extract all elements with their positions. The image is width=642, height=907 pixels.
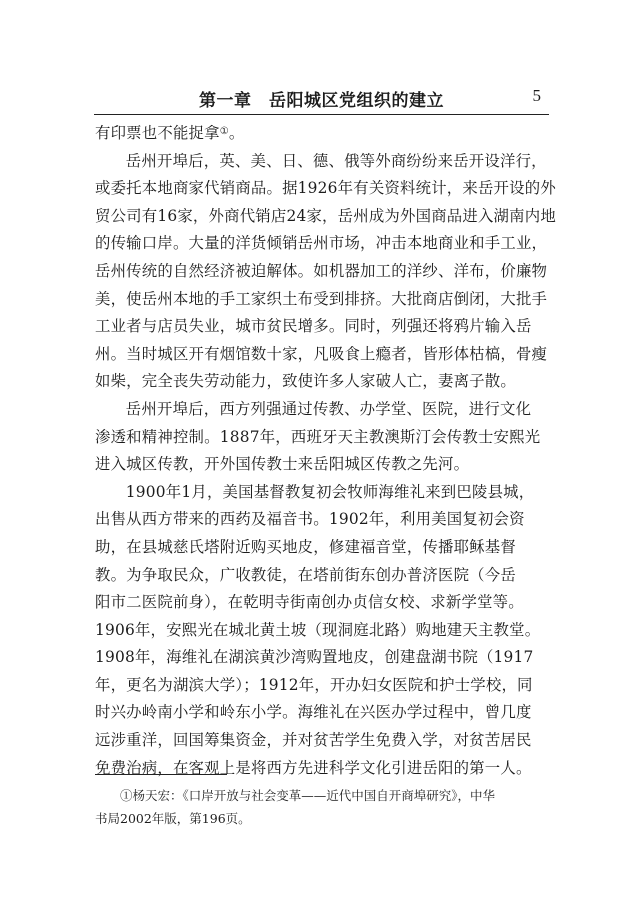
paragraph-line: 时兴办岭南小学和岭东小学。海维礼在兴医办学过程中，曾几度 — [95, 703, 532, 722]
paragraph-line: 教。为争取民众，广收教徒，在塔前街东创办普济医院（今岳 — [95, 565, 516, 584]
paragraph-line: 出售从西方带来的西药及福音书。1902年，利用美国复初会资 — [95, 510, 525, 529]
paragraph-line: 岳州传统的自然经济被迫解体。如机器加工的洋纱、洋布，价廉物 — [95, 261, 548, 280]
header-rule — [94, 114, 549, 115]
paragraph-line: 1906年，安熙光在城北黄土坡（现洞庭北路）购地建天主教堂。 — [95, 620, 541, 639]
paragraph-line: 岳州开埠后，西方列强通过传教、办学堂、医院，进行文化 — [125, 399, 532, 418]
footnote-ref[interactable]: ① — [219, 126, 229, 137]
paragraph-line: 渗透和精神控制。1887年，西班牙天主教澳斯汀会传教士安熙光 — [95, 427, 541, 446]
paragraph-line: 有印票也不能捉拿 — [95, 124, 220, 142]
page-number: 5 — [532, 86, 541, 105]
paragraph-line: 或委托本地商家代销商品。据1926年有关资料统计，来岳开设的外 — [95, 179, 556, 198]
paragraph-line: 年，更名为湖滨大学）；1912年，开办妇女医院和护士学校，同 — [95, 675, 533, 694]
paragraph-line: 免费治病，在客观上是将西方先进科学文化引进岳阳的第一人。 — [95, 758, 532, 777]
paragraph-line: 助，在县城慈氏塔附近购买地皮，修建福音堂，传播耶稣基督 — [95, 537, 516, 556]
paragraph-foreign-trade — [95, 148, 556, 396]
body-text — [95, 120, 556, 782]
paragraph-line: 如柴，完全丧失劳动能力，致使许多人家破人亡，妻离子散。 — [95, 372, 516, 391]
paragraph-line: 1908年，海维礼在湖滨黄沙湾购置地皮，创建盘湖书院（1917 — [95, 648, 534, 667]
footnote-rule — [95, 774, 227, 775]
footnote-line: ①杨天宏：《口岸开放与社会变革——近代中国自开商埠研究》，中华 — [120, 788, 496, 803]
paragraph-line: 岳州开埠后，英、美、日、德、俄等外商纷纷来岳开设洋行， — [125, 151, 547, 170]
paragraph-missionaries — [95, 396, 550, 479]
paragraph-line: 1900年1月，美国基督教复初会牧师海维礼来到巴陵县城， — [125, 482, 535, 501]
paragraph-line: 贸公司有16家，外商代销店24家，岳州成为外国商品进入湖南内地 — [95, 206, 556, 225]
paragraph-continuation — [95, 120, 550, 148]
paragraph-line: 的传输口岸。大量的洋货倾销岳州市场，冲击本地商业和手工业， — [95, 234, 548, 253]
paragraph-line: 美，使岳州本地的手工家织土布受到排挤。大批商店倒闭，大批手 — [95, 289, 548, 308]
paragraph-hai-weili — [95, 479, 550, 783]
paragraph-line: 阳市二医院前身），在乾明寺街南创办贞信女校、求新学堂等。 — [95, 593, 524, 612]
paragraph-line: 进入城区传教，开外国传教士来岳阳城区传教之先河。 — [95, 455, 470, 474]
paragraph-line-end: 。 — [228, 124, 245, 142]
footnote — [95, 784, 550, 830]
paragraph-line: 州。当时城区开有烟馆数十家，凡吸食上瘾者，皆形体枯槁，骨瘦 — [95, 344, 548, 363]
paragraph-line: 远涉重洋，回国筹集资金，并对贫苦学生免费入学，对贫苦居民 — [95, 731, 532, 750]
chapter-title: 第一章 岳阳城区党组织的建立 — [199, 91, 444, 111]
running-header — [94, 86, 549, 114]
paragraph-line: 工业者与店员失业，城市贫民增多。同时，列强还将鸦片输入岳 — [95, 317, 532, 336]
footnote-line: 书局2002年版，第196页。 — [95, 811, 251, 826]
